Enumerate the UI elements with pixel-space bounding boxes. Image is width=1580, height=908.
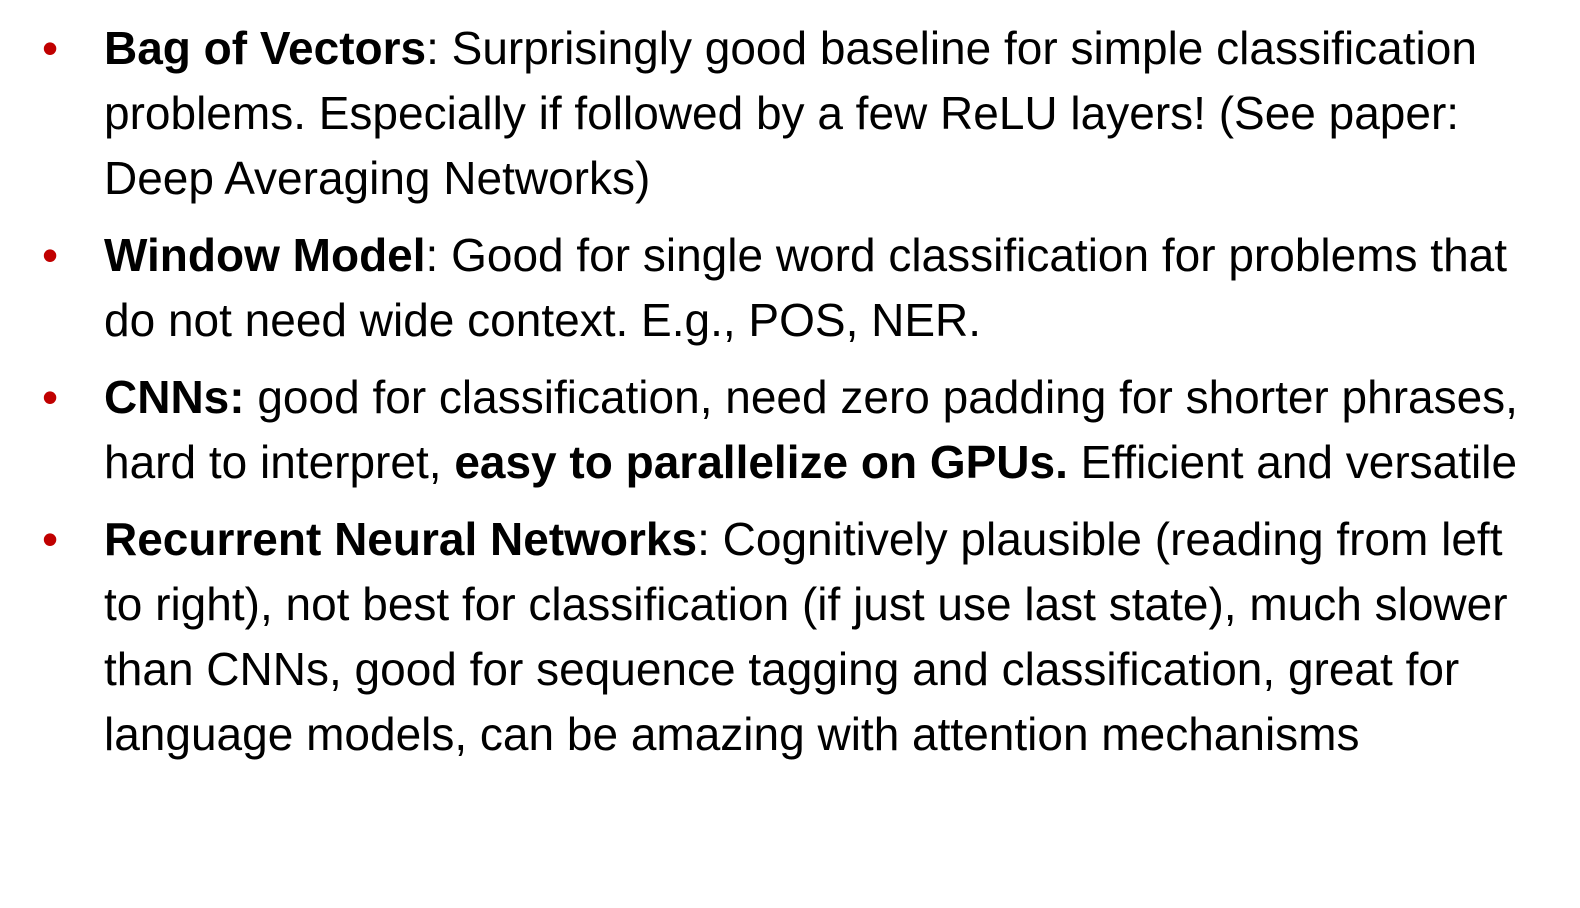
bullet-text: good for classification, need zero padding for shorter phrases, hard to interpret, xyxy=(104,371,1518,488)
bullet-emphasis: easy to parallelize on GPUs. xyxy=(454,436,1068,488)
bullet-term: Window Model xyxy=(104,229,426,281)
bullet-list xyxy=(40,16,1540,767)
bullet-text: : Cognitively plausible (reading from left to right), not best for classification (if just use last state), much slower than CNNs, good for sequence tagging and classification, great for language models, can be amazing with attention mechanisms xyxy=(104,513,1508,760)
bullet-cnns xyxy=(40,365,1520,495)
bullet-rnns xyxy=(40,507,1520,767)
bullet-text: : Good for single word classification for problems that do not need wide context. E.g., POS, NER. xyxy=(104,229,1508,346)
bullet-term: Bag of Vectors xyxy=(104,22,427,74)
bullet-bag-of-vectors xyxy=(40,16,1520,211)
bullet-term: CNNs: xyxy=(104,371,245,423)
bullet-dot-icon: • xyxy=(42,371,59,423)
bullet-window-model xyxy=(40,223,1520,353)
bullet-text-after: Efficient and versatile xyxy=(1067,436,1518,488)
bullet-text: : Surprisingly good baseline for simple classification problems. Especially if followed by a few ReLU layers! (See paper: Deep Averaging Networks) xyxy=(104,22,1477,204)
bullet-term: Recurrent Neural Networks xyxy=(104,513,698,565)
bullet-dot-icon: • xyxy=(42,513,59,565)
bullet-dot-icon: • xyxy=(42,229,59,281)
bullet-dot-icon: • xyxy=(42,22,59,74)
